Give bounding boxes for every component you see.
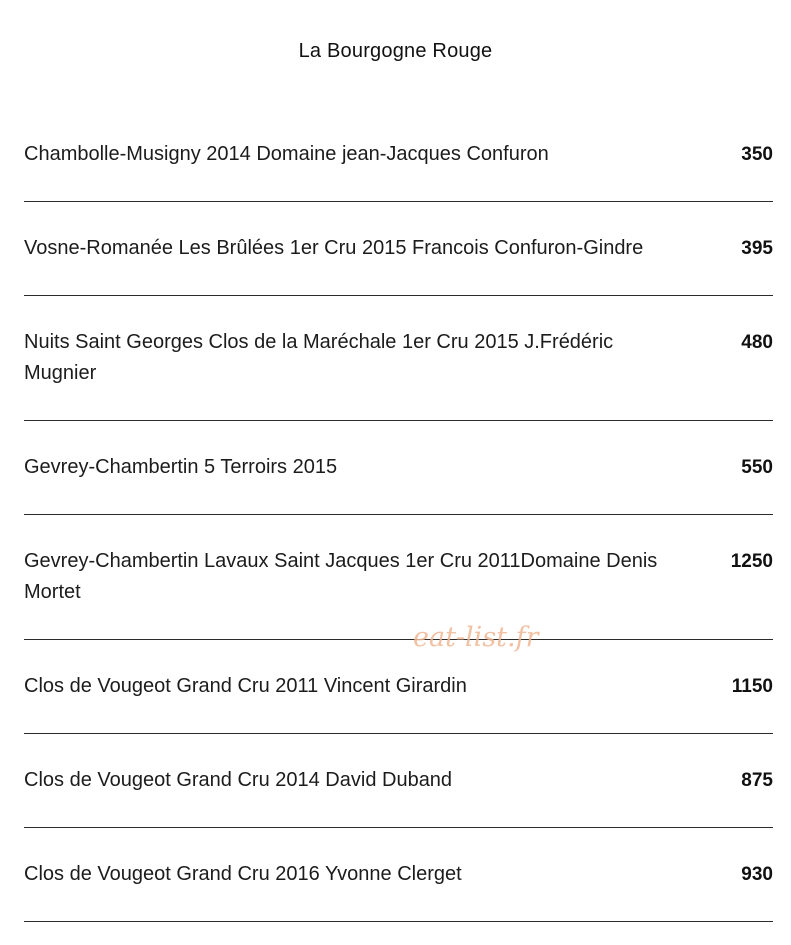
wine-name: Clos de Vougeot Grand Cru 2016 Yvonne Clerget bbox=[24, 863, 462, 885]
watermark: eat-list.fr bbox=[413, 622, 539, 653]
wine-price: 1250 bbox=[730, 551, 773, 572]
wine-price: 480 bbox=[741, 332, 773, 353]
wine-name: Vosne-Romanée Les Brûlées 1er Cru 2015 Francois Confuron-Gindre bbox=[24, 237, 644, 259]
wine-price: 930 bbox=[741, 864, 773, 885]
wine-name: Clos de Vougeot Grand Cru 2014 David Duband bbox=[24, 769, 453, 791]
list-item bbox=[24, 296, 773, 421]
wine-list bbox=[24, 108, 773, 922]
list-item bbox=[24, 421, 773, 515]
wine-name: Clos de Vougeot Grand Cru 2011 Vincent Girardin bbox=[24, 675, 467, 697]
wine-price: 875 bbox=[741, 770, 773, 791]
wine-name: Nuits Saint Georges Clos de la Maréchale 1er Cru 2015 J.Frédéric Mugnier bbox=[24, 331, 614, 384]
wine-name: Chambolle-Musigny 2014 Domaine jean-Jacques Confuron bbox=[24, 143, 549, 165]
list-item bbox=[24, 828, 773, 922]
page-title: La Bourgogne Rouge bbox=[298, 40, 493, 62]
wine-price: 1150 bbox=[731, 676, 773, 697]
wine-name: Gevrey-Chambertin Lavaux Saint Jacques 1er Cru 2011Domaine Denis Mortet bbox=[24, 550, 658, 603]
wine-price: 395 bbox=[741, 238, 773, 259]
wine-price: 550 bbox=[741, 457, 773, 478]
list-item bbox=[24, 108, 773, 202]
list-item bbox=[24, 202, 773, 296]
list-item bbox=[24, 734, 773, 828]
wine-price: 350 bbox=[741, 144, 773, 165]
list-item bbox=[24, 640, 773, 734]
list-item bbox=[24, 515, 773, 640]
wine-name: Gevrey-Chambertin 5 Terroirs 2015 bbox=[24, 456, 338, 478]
